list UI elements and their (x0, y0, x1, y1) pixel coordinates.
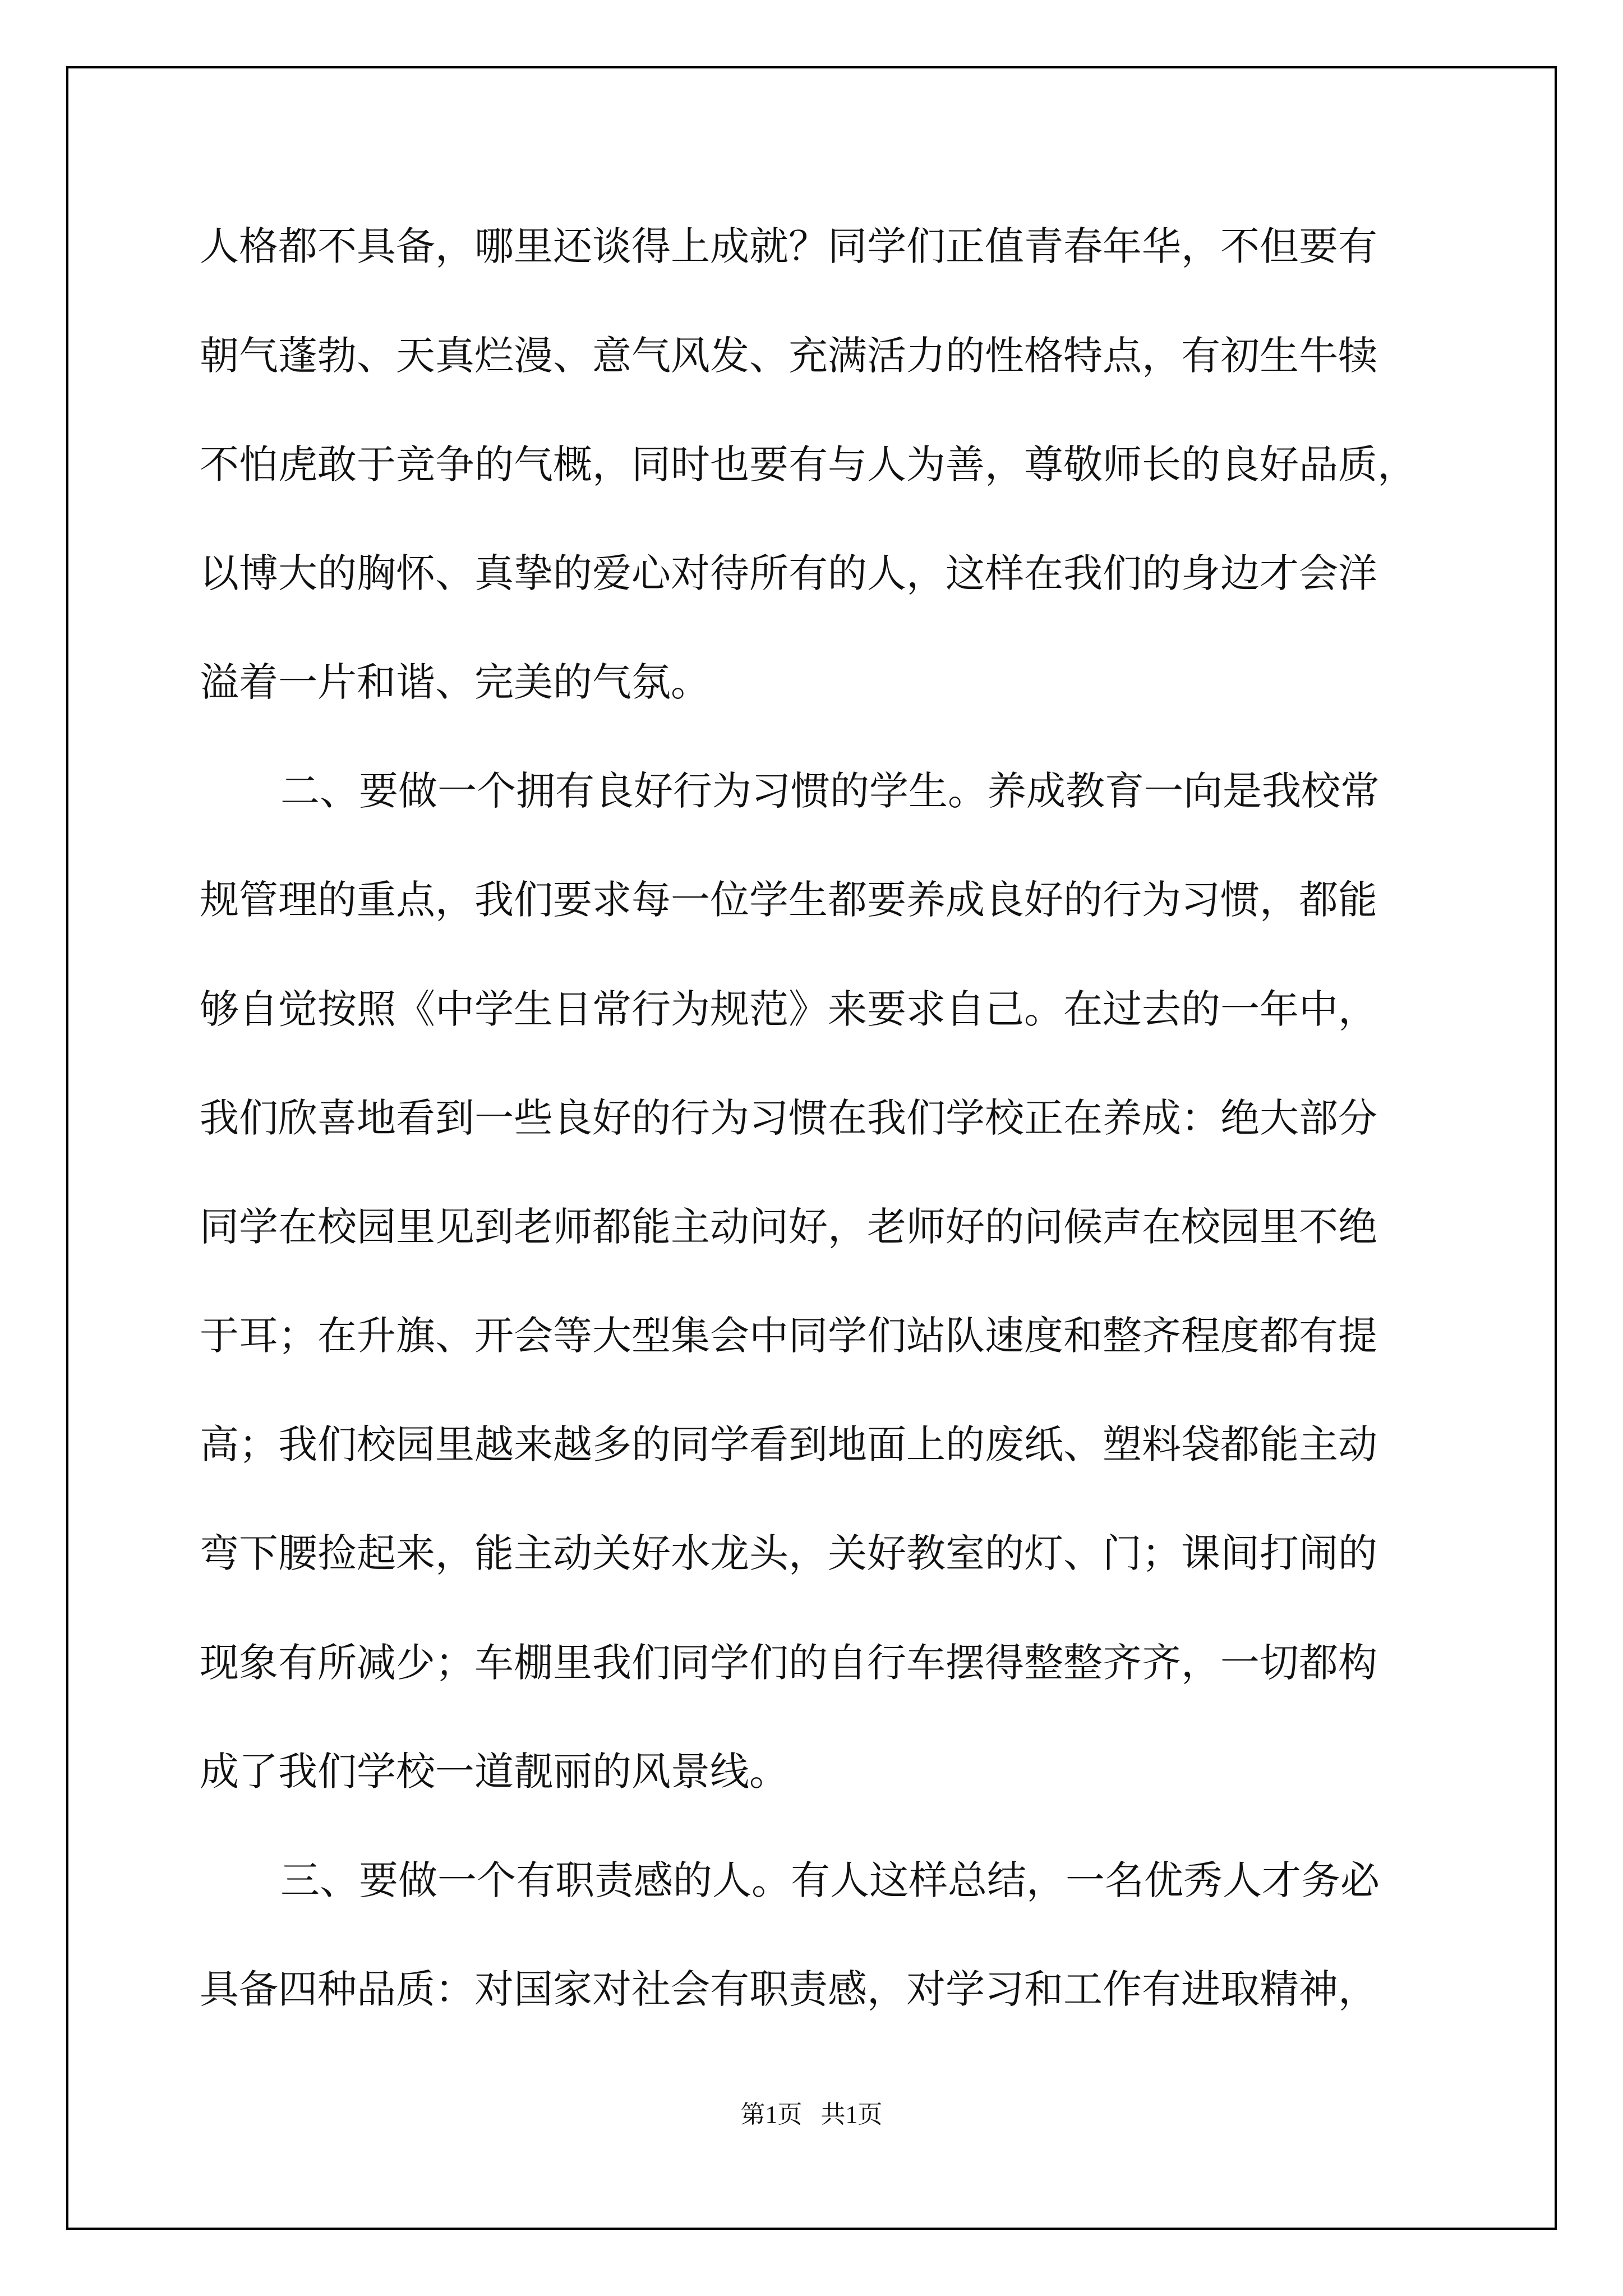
text-line: 不怕虎敢于竞争的气概，同时也要有与人为善，尊敬师长的良好品质， (200, 441, 1417, 487)
text-line: 人格都不具备，哪里还谈得上成就？同学们正值青春年华，不但要有 (200, 223, 1377, 269)
page-number-footer: 第1页 共1页 (740, 2101, 883, 2128)
text-line: 具备四种品质：对国家对社会有职责感，对学习和工作有进取精神， (200, 1966, 1377, 2012)
text-line: 以博大的胸怀、真挚的爱心对待所有的人，这样在我们的身边才会洋 (200, 550, 1377, 596)
text-line: 于耳；在升旗、开会等大型集会中同学们站队速度和整齐程度都有提 (200, 1313, 1377, 1359)
text-line: 朝气蓬勃、天真烂漫、意气风发、充满活力的性格特点，有初生牛犊 (200, 333, 1377, 379)
text-line: 溢着一片和谐、完美的气氛。 (200, 659, 710, 705)
text-line: 成了我们学校一道靓丽的风景线。 (200, 1749, 789, 1795)
page-border (66, 66, 1557, 2230)
text-line: 现象有所减少；车棚里我们同学们的自行车摆得整整齐齐，一切都构 (200, 1640, 1377, 1686)
text-line: 我们欣喜地看到一些良好的行为习惯在我们学校正在养成：绝大部分 (200, 1095, 1377, 1141)
text-line: 够自觉按照《中学生日常行为规范》来要求自己。在过去的一年中， (200, 986, 1377, 1032)
text-line: 规管理的重点，我们要求每一位学生都要养成良好的行为习惯，都能 (200, 877, 1377, 923)
text-line: 同学在校园里见到老师都能主动问好，老师好的问候声在校园里不绝 (200, 1204, 1377, 1250)
paragraph-start-line: 三、要做一个有职责感的人。有人这样总结，一名优秀人才务必 (280, 1857, 1380, 1903)
text-line: 弯下腰捡起来，能主动关好水龙头，关好教室的灯、门；课间打闹的 (200, 1530, 1377, 1576)
paragraph-start-line: 二、要做一个拥有良好行为习惯的学生。养成教育一向是我校常 (280, 768, 1380, 814)
text-line: 高；我们校园里越来越多的同学看到地面上的废纸、塑料袋都能主动 (200, 1421, 1377, 1467)
